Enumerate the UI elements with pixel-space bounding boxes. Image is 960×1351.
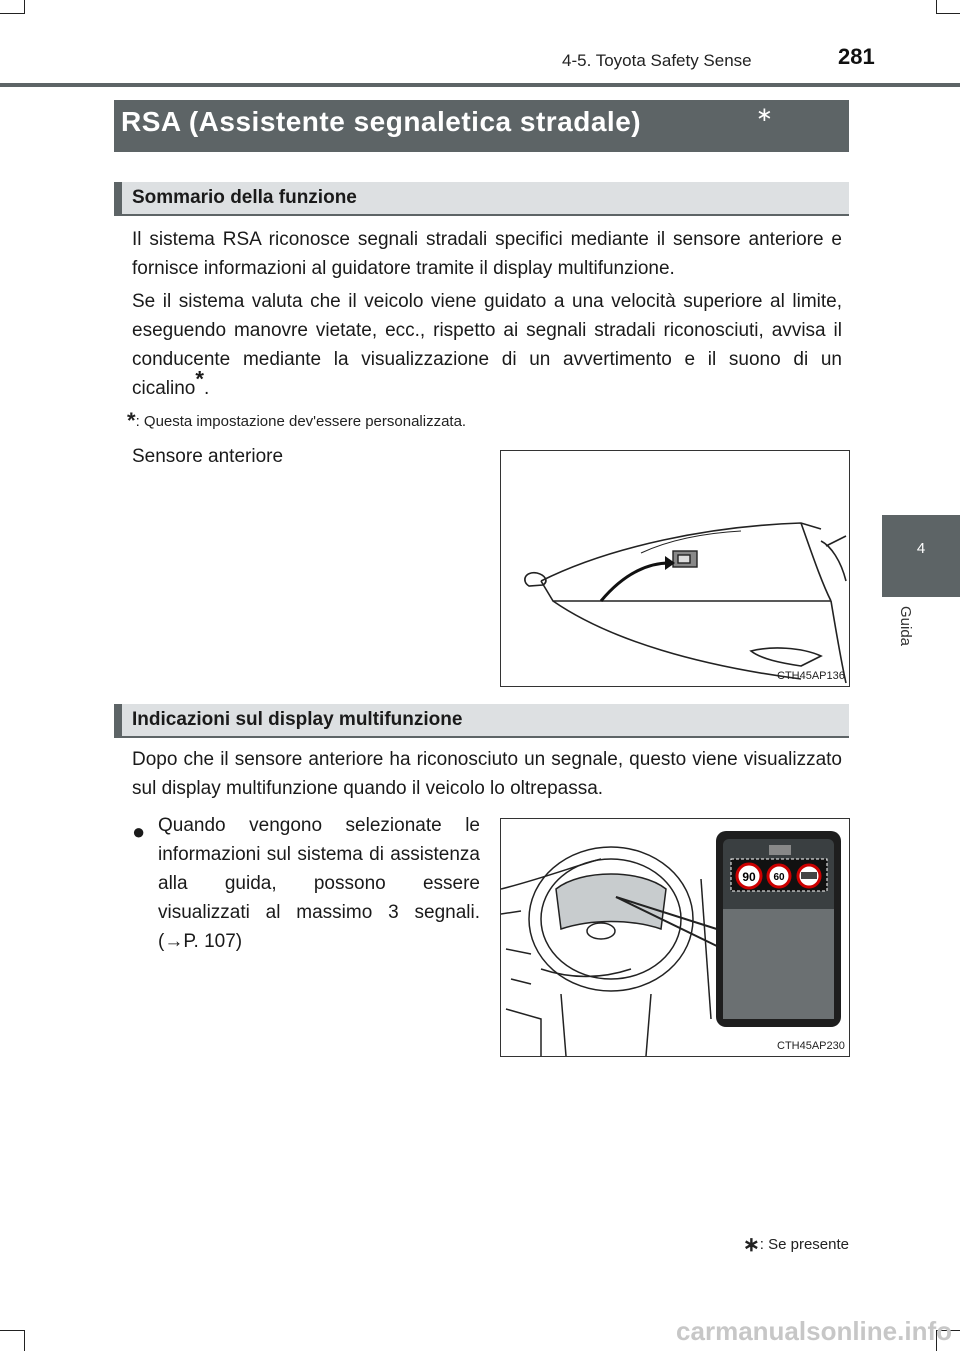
crop-mark xyxy=(0,1330,24,1331)
crop-mark xyxy=(936,13,960,14)
crop-mark xyxy=(0,13,24,14)
paragraph: Dopo che il sensore anteriore ha riconosciuto un segnale, questo viene visualizzato sul display multifunzione quando il veicolo lo oltrepassa. xyxy=(132,749,842,799)
page-title: RSA (Assistente segnaletica stradale) xyxy=(121,106,642,137)
cockpit-illustration xyxy=(501,819,849,1056)
chapter-label: Guida xyxy=(897,606,914,647)
header-section: 4-5. Toyota Safety Sense xyxy=(562,51,752,70)
figure-code: CTH45AP230 xyxy=(777,1040,845,1052)
footnote xyxy=(743,1232,849,1257)
crop-mark xyxy=(936,0,937,14)
watermark: carmanualsonline.info xyxy=(676,1316,952,1346)
speed-sign-60: 60 xyxy=(773,872,785,883)
figure-code: CTH45AP136 xyxy=(777,670,845,682)
note-marker: * xyxy=(127,408,136,433)
indicator-arrow xyxy=(601,563,669,601)
chapter-number: 4 xyxy=(916,540,926,557)
section-heading-bar xyxy=(114,704,849,738)
crop-mark xyxy=(24,0,25,14)
multifunction-display-figure xyxy=(500,818,850,1057)
header-rule xyxy=(0,83,960,87)
paragraph-text: Se il sistema valuta che il veicolo viene guidato a una velocità superiore al limite, eseguendo manovre vietate, ecc., rispetto ai segnali stradali riconosciuti, avvisa il conducente mediante la visualizzazione di un avvertimento e il suono di un cicalino xyxy=(132,291,842,399)
note xyxy=(127,408,466,434)
front-sensor-figure xyxy=(500,450,850,687)
page-number: 281 xyxy=(838,44,875,69)
display-panel xyxy=(716,831,841,1027)
note-text: : Questa impostazione dev'essere personalizzata. xyxy=(135,413,467,430)
section-heading: Indicazioni sul display multifunzione xyxy=(132,709,463,730)
crop-mark xyxy=(24,1330,25,1351)
paragraph-end: . xyxy=(203,378,210,399)
title-marker: ∗ xyxy=(756,104,773,126)
paragraph xyxy=(132,287,842,403)
bullet-text: Quando vengono selezionate le informazioni sul sistema di assistenza alla guida, possono essere visualizzati al massimo 3 segnali. (→P. 107) xyxy=(158,815,480,952)
figure-label: Sensore anteriore xyxy=(132,446,284,467)
footnote-marker: ∗ xyxy=(743,1234,760,1256)
bullet-marker: ● xyxy=(132,819,146,844)
car-windshield-illustration xyxy=(501,451,849,686)
section-heading-bar xyxy=(114,182,849,216)
sensor-unit xyxy=(673,551,697,567)
speed-sign-90: 90 xyxy=(742,870,756,884)
footnote-text: : Se presente xyxy=(759,1236,849,1253)
section-heading: Sommario della funzione xyxy=(132,187,357,208)
paragraph: Il sistema RSA riconosce segnali stradali specifici mediante il sensore anteriore e fornisce informazioni al guidatore tramite il display multifunzione. xyxy=(132,229,842,279)
footnote-marker: * xyxy=(195,366,204,392)
